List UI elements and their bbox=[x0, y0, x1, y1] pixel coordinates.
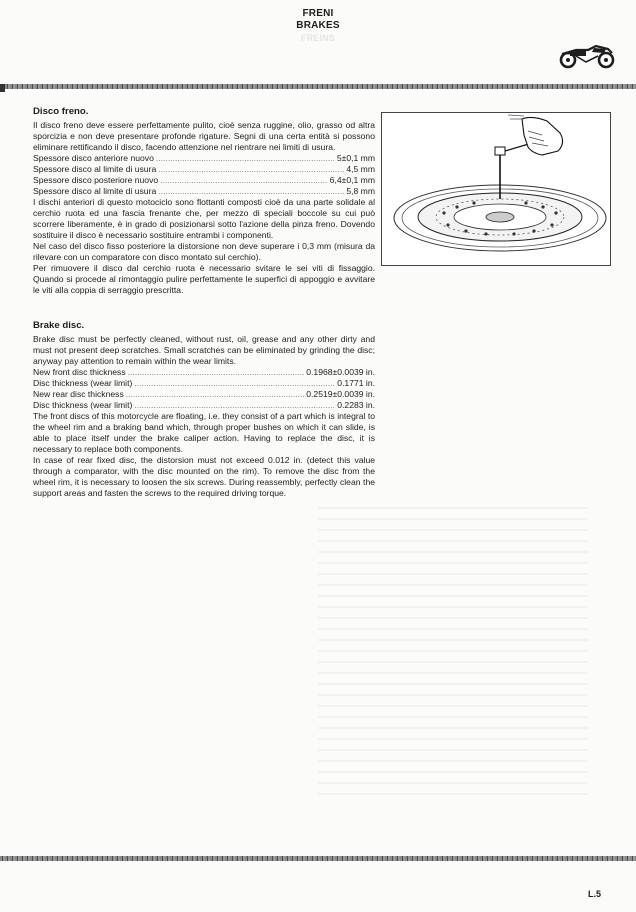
spec-label: New front disc thickness bbox=[33, 367, 126, 377]
section-italian bbox=[33, 106, 375, 296]
paragraph-it-intro: Il disco freno deve essere perfettamente pulito, cioè senza ruggine, olio, grasso od altra sporcizia e non deve presentare profonde rigature. Segni di una certa entità si possono eliminare rettificando il disco, facendo attenzione nel rientrare nei limiti di usura. bbox=[33, 120, 375, 152]
spec-row bbox=[33, 367, 375, 378]
header-title-ghost: FREINS bbox=[300, 33, 336, 43]
spec-value: 0.1968±0.0039 in. bbox=[306, 367, 375, 377]
brake-disc-measurement-illustration bbox=[381, 112, 611, 266]
spec-row bbox=[33, 400, 375, 411]
margin-tick bbox=[0, 84, 5, 92]
spec-label: Disc thickness (wear limit) bbox=[33, 378, 133, 388]
spec-label: Spessore disco anteriore nuovo bbox=[33, 153, 154, 163]
spec-row bbox=[33, 164, 375, 175]
brake-disc-drawing bbox=[382, 113, 610, 265]
header-title-it: FRENI bbox=[302, 8, 334, 19]
paragraph-en-intro: Brake disc must be perfectly cleaned, without rust, oil, grease and any other dirty and must not present deep scratches. Small scratches can be eliminated by grinding the disc; anyway pay attention to remain within the wear limits. bbox=[33, 334, 375, 366]
bottom-divider bbox=[0, 856, 636, 861]
spec-value: 5±0,1 mm bbox=[336, 153, 375, 163]
spec-label: Spessore disco posteriore nuovo bbox=[33, 175, 159, 185]
header-title-en: BRAKES bbox=[296, 20, 340, 31]
spec-value: 0.2519±0.0039 in. bbox=[306, 389, 375, 399]
section-english bbox=[33, 320, 375, 499]
spec-row bbox=[33, 175, 375, 186]
motorcycle-icon bbox=[556, 40, 618, 70]
section-title-it: Disco freno. bbox=[33, 106, 89, 117]
spec-label: Spessore disco al limite di usura bbox=[33, 164, 157, 174]
spec-row bbox=[33, 153, 375, 164]
spec-row bbox=[33, 186, 375, 197]
spec-value: 0.1771 in. bbox=[337, 378, 375, 388]
page-number: L.5 bbox=[588, 889, 602, 899]
paragraph-en-body: The front discs of this motorcycle are floating, i.e. they consist of a part which is integral to the wheel rim and a braking band which, through proper bushes on which it can slide, is able to place itself under the brake caliper action. Having to replace the disc, it is necessary to replace both components. bbox=[33, 411, 375, 454]
spec-label: Disc thickness (wear limit) bbox=[33, 400, 133, 410]
spec-label: Spessore disco al limite di usura bbox=[33, 186, 157, 196]
section-title-en: Brake disc. bbox=[33, 320, 85, 331]
spec-value: 6,4±0,1 mm bbox=[329, 175, 375, 185]
top-divider bbox=[0, 84, 636, 89]
spec-row bbox=[33, 389, 375, 400]
page-header bbox=[0, 8, 636, 44]
spec-value: 0.2283 in. bbox=[337, 400, 375, 410]
paragraph-it-body: I dischi anteriori di questo motociclo sono flottanti composti cioè da una parte solidale al cerchio ruota ed una fascia frenante che, per mezzo di speciali boccole su cui può scorrere liberamente, è in grado di posizionarsi sotto l'azione della pinza freno. Dovendo sostituire il disco è necessario sostituire entrambi i componenti. bbox=[33, 197, 375, 240]
spec-row bbox=[33, 378, 375, 389]
bleed-through-text bbox=[318, 500, 588, 800]
paragraph-it-removal: Per rimuovere il disco dal cerchio ruota è necessario svitare le sei viti di fissaggio. Quando si procede al rimontaggio pulire perfettamente le superfici di appoggio e avvitare le viti alla coppia di serraggio prescritta. bbox=[33, 263, 375, 295]
spec-value: 5,8 mm bbox=[346, 186, 375, 196]
spec-label: New rear disc thickness bbox=[33, 389, 124, 399]
spec-value: 4,5 mm bbox=[346, 164, 375, 174]
paragraph-en-distortion: In case of rear fixed disc, the distorsion must not exceed 0.012 in. (detect this value through a comparator, with the disc mounted on the rim). To remove the disc from the wheel rim, it is necessary to loosen the six screws. During reassembly, perfectly clean the support areas and fasten the screws to the required driving torque. bbox=[33, 455, 375, 498]
paragraph-it-distortion: Nel caso del disco fisso posteriore la distorsione non deve superare i 0,3 mm (misura da rilevare con un comparatore con disco montato sul cerchio). bbox=[33, 241, 375, 262]
